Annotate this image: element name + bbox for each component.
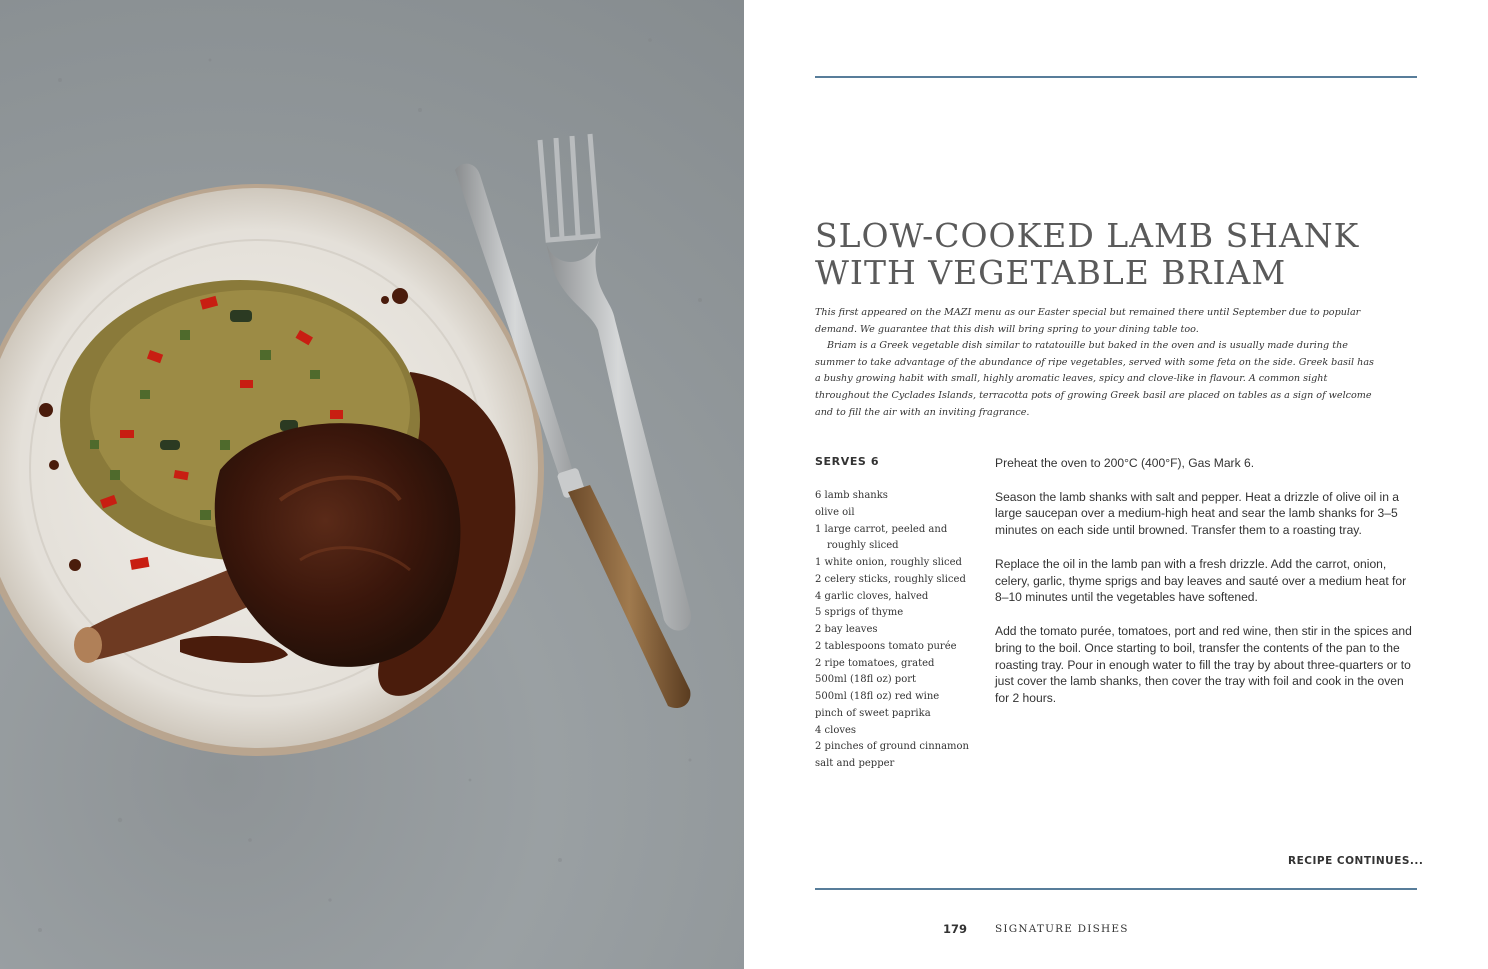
method-step: Replace the oil in the lamb pan with a fresh drizzle. Add the carrot, onion, celery, garlic, thyme sprigs and bay leaves and sauté over a medium heat for 8–10 minutes until the vegetables have softened. xyxy=(995,556,1407,605)
top-rule xyxy=(815,76,1417,78)
recipe-title-line1: SLOW-COOKED LAMB SHANK xyxy=(815,216,1360,255)
method-step: Preheat the oven to 200°C (400°F), Gas Mark 6. xyxy=(995,456,1255,470)
ingredient-item: olive oil xyxy=(815,506,855,518)
method-step: Add the tomato purée, tomatoes, port and red wine, then stir in the spices and bring to the boil. Once starting to boil, transfer the contents of the pan to the roasting tray. Pour in enough water to fill the tray by about three-quarters or to just cover the lamb shanks, then cover the tray with foil and cook in the oven for 2 hours. xyxy=(995,623,1412,706)
bottom-rule xyxy=(815,888,1417,890)
section-name: SIGNATURE DISHES xyxy=(995,923,1129,935)
ingredient-item: salt and pepper xyxy=(815,758,895,769)
page-number: 179 xyxy=(943,922,968,936)
intro-paragraph-1: This first appeared on the MAZI menu as our Easter special but remained there until September due to popular demand. We guarantee that this dish will bring spring to your dining table too. xyxy=(815,307,1361,335)
serves-heading: SERVES 6 xyxy=(815,455,880,468)
method-steps xyxy=(995,455,1419,724)
method-step: Season the lamb shanks with salt and pepper. Heat a drizzle of olive oil in a large saucepan over a medium-high heat and sear the lamb shanks for 3–5 minutes on each side until browned. Transfer them to a roasting tray. xyxy=(995,489,1400,538)
ingredient-item: 4 garlic cloves, halved xyxy=(815,590,929,602)
ingredient-item: 2 bay leaves xyxy=(815,624,878,635)
ingredients-list xyxy=(815,488,985,773)
ingredient-item: pinch of sweet paprika xyxy=(815,707,931,719)
ingredient-item: 4 cloves xyxy=(815,724,857,736)
recipe-intro xyxy=(815,305,1375,421)
intro-paragraph-2: Briam is a Greek vegetable dish similar to ratatouille but baked in the oven and is usually made during the summer to take advantage of the abundance of ripe vegetables, served with some feta on the side. Greek basil has a bushy growing habit with small, highly aromatic leaves, spicy and clove-like in flavour. A common sight throughout the Cyclades Islands, terracotta pots of growing Greek basil are placed on tables as a sign of welcome and to fill the air with an inviting fragrance. xyxy=(815,340,1374,418)
ingredient-item: 5 sprigs of thyme xyxy=(815,607,904,619)
ingredient-item: 2 celery sticks, roughly sliced xyxy=(815,573,966,585)
recipe-continues-note: RECIPE CONTINUES... xyxy=(1288,855,1424,867)
ingredient-item: 500ml (18fl oz) red wine xyxy=(815,691,940,702)
ingredient-item: 1 large carrot, peeled and xyxy=(815,523,948,535)
ingredient-item: 1 white onion, roughly sliced xyxy=(815,557,962,568)
ingredient-item: 6 lamb shanks xyxy=(815,490,888,501)
sauce-drop xyxy=(392,288,408,304)
ingredient-item: roughly sliced xyxy=(827,540,899,552)
ingredient-item: 500ml (18fl oz) port xyxy=(815,674,917,686)
recipe-title-line2: WITH VEGETABLE BRIAM xyxy=(815,253,1287,292)
ingredient-item: 2 tablespoons tomato purée xyxy=(815,640,957,652)
ingredient-item: 2 ripe tomatoes, grated xyxy=(815,657,935,669)
ingredient-item: 2 pinches of ground cinnamon xyxy=(815,741,969,753)
